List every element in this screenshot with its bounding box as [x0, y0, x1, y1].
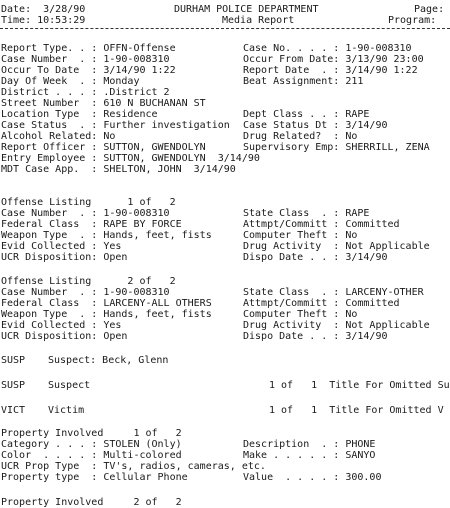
- person-text: Suspect: [48, 380, 91, 391]
- property-type: Property type : Cellular Phone: [1, 472, 188, 483]
- offense-case-number: Case Number . : 1-90-008310: [1, 208, 170, 219]
- report-type: Report Type. . : OFFN-Offense: [1, 43, 176, 54]
- occur-to-date: Occur To Date : 3/14/90 1:22: [1, 65, 176, 76]
- case-no: Case No. . . . : 1-90-008310: [243, 43, 412, 54]
- person-code: VICT: [1, 405, 26, 416]
- offense-listing-header: Offense Listing 2 of 2: [1, 276, 176, 287]
- offense-drug-activity: Drug Activity : Not Applicable: [243, 320, 430, 331]
- program-label: Program:: [388, 15, 437, 26]
- report-officer: Report Officer : SUTTON, GWENDOLYN: [1, 142, 206, 153]
- property-ucr-type: UCR Prop Type : TV's, radios, cameras, etc.: [1, 461, 266, 472]
- report-time: Time: 10:53:29: [1, 15, 86, 26]
- property-value: Value . . . . : 300.00: [243, 472, 382, 483]
- page-label: Page:: [414, 4, 445, 15]
- person-code: SUSP: [1, 355, 26, 366]
- offense-evid-collected: Evid Collected : Yes: [1, 241, 122, 252]
- day-of-week: Day Of Week . : Monday: [1, 76, 140, 87]
- offense-federal-class: Federal Class : RAPE BY FORCE: [1, 219, 182, 230]
- offense-case-number: Case Number . : 1-90-008310: [1, 287, 170, 298]
- offense-ucr-disposition: UCR Disposition: Open: [1, 252, 128, 263]
- person-text: Suspect: Beck, Glenn: [48, 355, 169, 366]
- report-title: Media Report: [222, 15, 295, 26]
- district: District . . . : .District 2: [1, 87, 170, 98]
- header-divider: [0, 28, 450, 29]
- offense-dispo-date: Dispo Date . . : 3/14/90: [243, 252, 388, 263]
- alcohol-related: Alcohol Related: No: [1, 131, 116, 142]
- supervisory-employee: Supervisory Emp: SHERRILL, ZENA: [243, 142, 430, 153]
- offense-listing-header: Offense Listing 1 of 2: [1, 197, 176, 208]
- offense-state-class: State Class . : RAPE: [243, 208, 370, 219]
- person-code: SUSP: [1, 380, 26, 391]
- offense-attempt-commit: Attmpt/Committ : Committed: [243, 298, 400, 309]
- person-text: Victim: [48, 405, 85, 416]
- report-date: Date: 3/28/90: [1, 4, 86, 15]
- offense-state-class: State Class . : LARCENY-OTHER: [243, 287, 424, 298]
- property-header: Property Involved 1 of 2: [1, 428, 182, 439]
- mdt-case-app: MDT Case App. : SHELTON, JOHN 3/14/90: [1, 164, 236, 175]
- location-type: Location Type : Residence: [1, 109, 158, 120]
- person-title-omitted: 1 of 1 Title For Omitted Su: [269, 380, 450, 391]
- offense-weapon-type: Weapon Type . : Hands, feet, fists: [1, 309, 212, 320]
- person-title-omitted: 1 of 1 Title For Omitted V: [269, 405, 444, 416]
- offense-computer-theft: Computer Theft : No: [243, 309, 358, 320]
- property-color: Color . . . . : Multi-colored: [1, 450, 182, 461]
- case-status: Case Status . : Further investigation: [1, 120, 230, 131]
- property-category: Category . . . : STOLEN (Only): [1, 439, 182, 450]
- entry-employee: Entry Employee : SUTTON, GWENDOLYN 3/14/90: [1, 153, 260, 164]
- occur-from-date: Occur From Date: 3/13/90 23:00: [243, 54, 424, 65]
- drug-related: Drug Related? : No: [243, 131, 358, 142]
- beat-assignment: Beat Assignment: 211: [243, 76, 364, 87]
- offense-drug-activity: Drug Activity : Not Applicable: [243, 241, 430, 252]
- offense-weapon-type: Weapon Type . : Hands, feet, fists: [1, 230, 212, 241]
- department-title: DURHAM POLICE DEPARTMENT: [174, 4, 319, 15]
- offense-dispo-date: Dispo Date . . : 3/14/90: [243, 331, 388, 342]
- offense-evid-collected: Evid Collected : Yes: [1, 320, 122, 331]
- offense-ucr-disposition: UCR Disposition: Open: [1, 331, 128, 342]
- case-status-date: Case Status Dt : 3/14/90: [243, 120, 388, 131]
- report-date-field: Report Date . : 3/14/90 1:22: [243, 65, 418, 76]
- property-description: Description . : PHONE: [243, 439, 376, 450]
- offense-computer-theft: Computer Theft : No: [243, 230, 358, 241]
- street-number: Street Number : 610 N BUCHANAN ST: [1, 98, 206, 109]
- dept-class: Dept Class . . : RAPE: [243, 109, 370, 120]
- case-number: Case Number . : 1-90-008310: [1, 54, 170, 65]
- property-make: Make . . . . . : SANYO: [243, 450, 376, 461]
- property-header: Property Involved 2 of 2: [1, 497, 182, 508]
- offense-federal-class: Federal Class : LARCENY-ALL OTHERS: [1, 298, 212, 309]
- offense-attempt-commit: Attmpt/Committ : Committed: [243, 219, 400, 230]
